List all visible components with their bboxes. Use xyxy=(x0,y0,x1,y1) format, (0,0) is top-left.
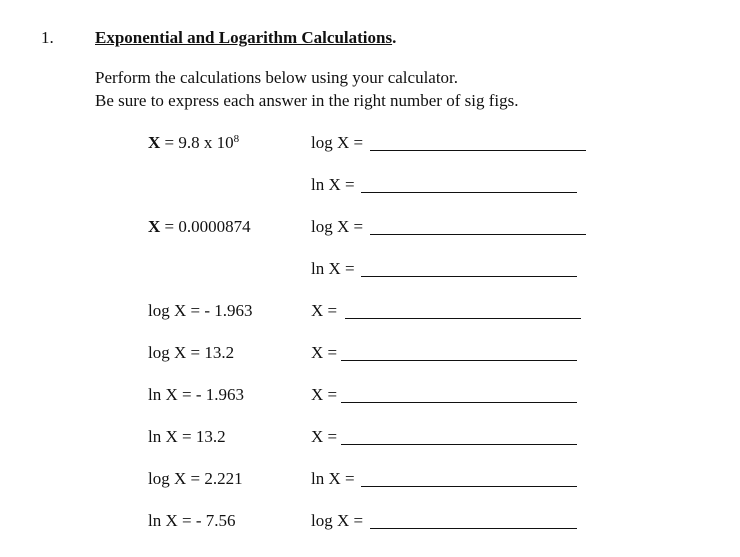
given-expression-8: ln X = 13.2 xyxy=(148,427,226,446)
given-expression-5: log X = - 1.963 xyxy=(148,301,253,320)
answer-blank-6[interactable] xyxy=(341,360,577,361)
ask-label-10: log X = xyxy=(311,511,364,530)
given-exponent: 8 xyxy=(233,133,240,145)
given-variable: X xyxy=(148,133,161,152)
answer-blank-1[interactable] xyxy=(370,150,586,151)
answer-blank-8[interactable] xyxy=(341,444,577,445)
ask-label-3: log X = xyxy=(311,217,364,236)
problem-heading xyxy=(95,28,396,48)
answer-blank-9[interactable] xyxy=(361,486,577,487)
given-expression-6: log X = 13.2 xyxy=(148,343,235,362)
problem-title: Exponential and Logarithm Calculations xyxy=(95,28,393,47)
given-expression-9: log X = 2.221 xyxy=(148,469,243,488)
ask-label-6: X = xyxy=(311,343,338,362)
instruction-line-1: Perform the calculations below using your calculator. xyxy=(95,68,459,87)
problem-number: 1. xyxy=(41,28,54,47)
problem-title-period: . xyxy=(392,28,397,47)
given-variable: X xyxy=(148,217,161,236)
given-expression-3 xyxy=(148,217,251,237)
given-equation: = 0.0000874 xyxy=(160,217,251,236)
given-expression-10: ln X = - 7.56 xyxy=(148,511,236,530)
given-expression-1 xyxy=(148,133,239,153)
answer-blank-3[interactable] xyxy=(370,234,586,235)
answer-blank-5[interactable] xyxy=(345,318,581,319)
given-equation: = 9.8 x 10 xyxy=(160,133,234,152)
instruction-line-2: Be sure to express each answer in the right number of sig figs. xyxy=(95,91,519,110)
answer-blank-2[interactable] xyxy=(361,192,577,193)
ask-label-2: ln X = xyxy=(311,175,355,194)
ask-label-9: ln X = xyxy=(311,469,355,488)
ask-label-8: X = xyxy=(311,427,338,446)
answer-blank-4[interactable] xyxy=(361,276,577,277)
answer-blank-10[interactable] xyxy=(370,528,577,529)
ask-label-5: X = xyxy=(311,301,338,320)
ask-label-1: log X = xyxy=(311,133,364,152)
ask-label-4: ln X = xyxy=(311,259,355,278)
answer-blank-7[interactable] xyxy=(341,402,577,403)
given-expression-7: ln X = - 1.963 xyxy=(148,385,244,404)
ask-label-7: X = xyxy=(311,385,338,404)
